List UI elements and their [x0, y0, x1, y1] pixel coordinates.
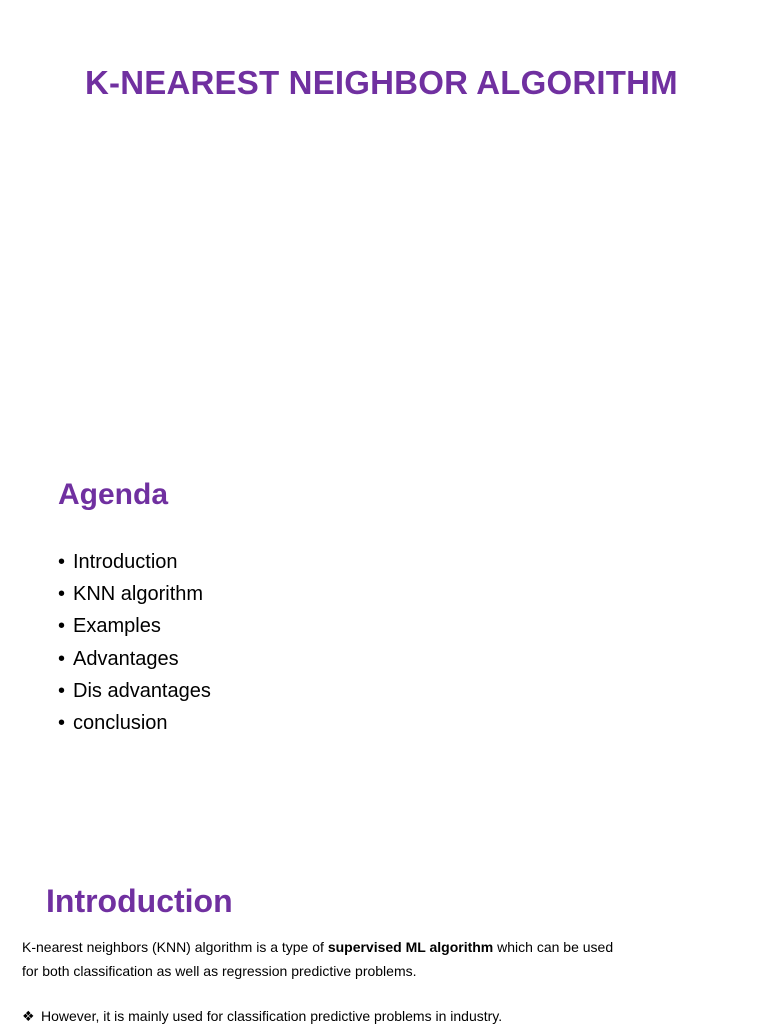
agenda-list — [58, 546, 211, 739]
bullet-icon: • — [58, 711, 66, 734]
paragraph-text: K-nearest neighbors (KNN) algorithm is a type of — [22, 939, 328, 955]
document-title: K-NEAREST NEIGHBOR ALGORITHM — [85, 64, 678, 101]
agenda-item — [58, 643, 211, 675]
bullet-icon: • — [58, 615, 66, 638]
agenda-item-label: Advantages — [73, 647, 179, 670]
agenda-item — [58, 578, 211, 610]
paragraph-text: which can be used for both classification as well as regression predictive problems. — [22, 939, 614, 979]
bullet-icon: • — [58, 679, 66, 702]
bullet-icon: • — [58, 583, 66, 606]
introduction-heading: Introduction — [46, 883, 233, 919]
agenda-item-label: conclusion — [73, 711, 168, 734]
agenda-item — [58, 610, 211, 642]
bullet-icon: • — [58, 647, 66, 670]
agenda-item-label: Introduction — [73, 551, 178, 573]
agenda-item — [58, 707, 211, 739]
introduction-paragraph — [22, 935, 632, 983]
agenda-item — [58, 675, 211, 707]
bullet-icon: • — [58, 551, 66, 573]
agenda-item-label: KNN algorithm — [73, 583, 204, 606]
agenda-item — [58, 546, 211, 578]
agenda-item-label: Examples — [73, 615, 161, 638]
agenda-heading: Agenda — [58, 478, 169, 511]
diamond-bullet-icon: ❖ — [22, 1009, 35, 1024]
agenda-item-label: Dis advantages — [73, 679, 211, 702]
paragraph-emphasis: supervised ML algorithm — [327, 939, 494, 955]
introduction-bullet — [22, 1006, 502, 1024]
bullet-text: However, it is mainly used for classification predictive problems in industry. — [41, 1008, 503, 1024]
